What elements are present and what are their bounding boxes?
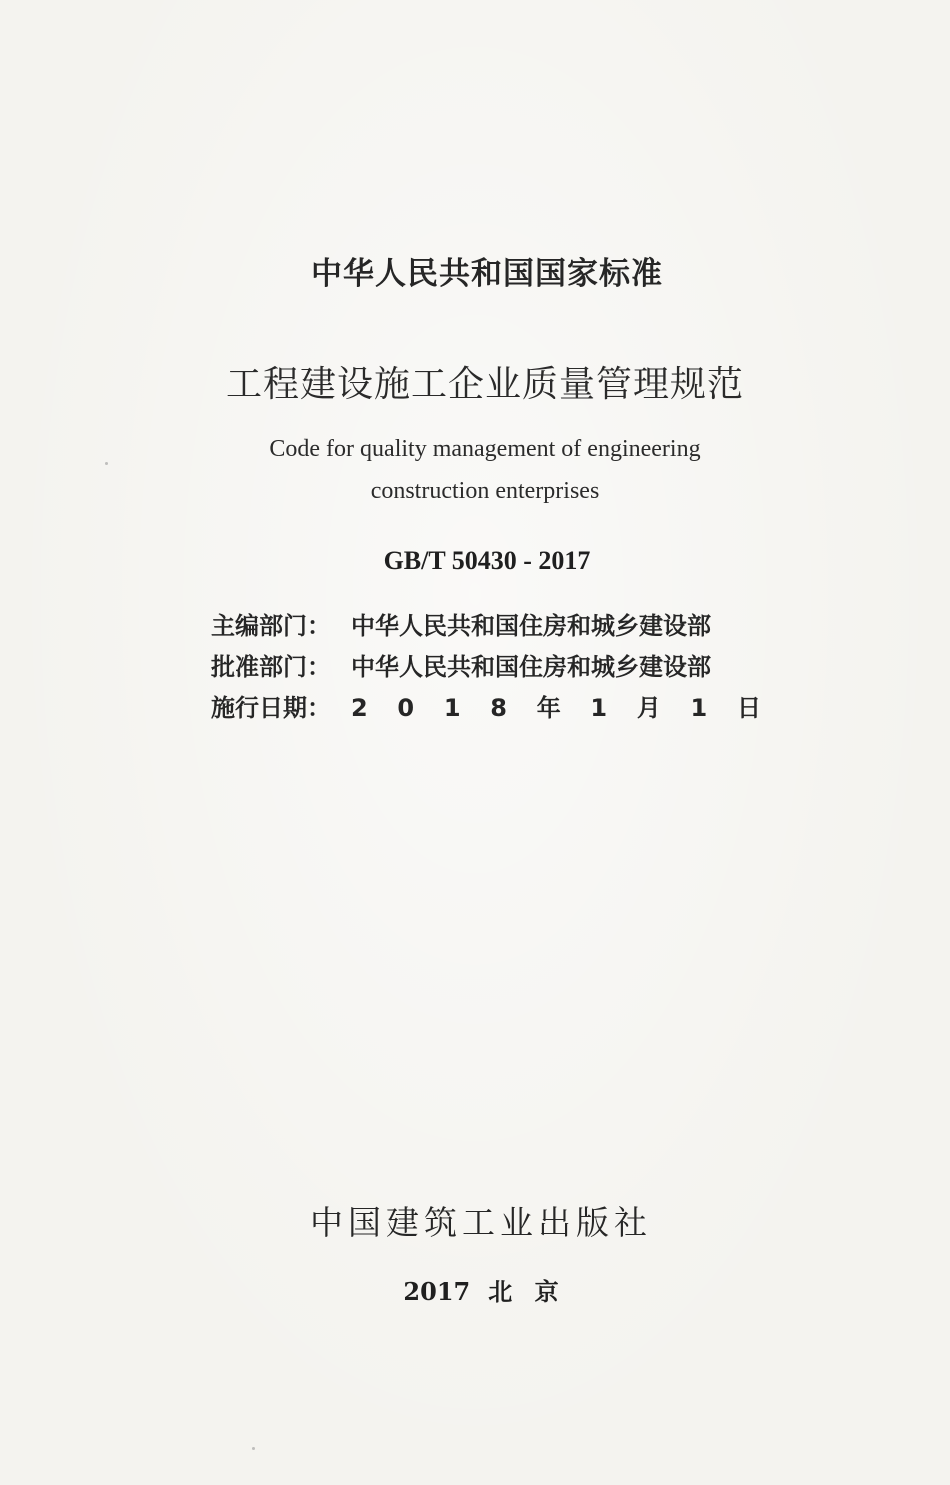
- publication-year-city: [6, 1272, 950, 1307]
- date-char: 日: [736, 694, 761, 722]
- date-char: 2: [351, 694, 368, 722]
- editor-label: 主编部门：: [211, 612, 331, 640]
- date-char: 0: [397, 694, 415, 722]
- date-char: 月: [636, 694, 661, 722]
- editor-row: [211, 606, 771, 647]
- publication-city: 北 京: [488, 1277, 559, 1306]
- scan-speck: [105, 462, 108, 465]
- scan-speck: [252, 1447, 255, 1450]
- date-char: 1: [590, 694, 608, 722]
- approver-value: 中华人民共和国住房和城乡建设部: [351, 653, 711, 681]
- english-title-line-1: Code for quality management of engineering: [269, 436, 701, 462]
- effective-date-value: [351, 688, 761, 729]
- national-standard-heading: 中华人民共和国国家标准: [311, 256, 663, 292]
- date-char: 年: [536, 694, 561, 722]
- date-char: 1: [443, 694, 461, 722]
- chinese-title: 工程建设施工企业质量管理规范: [225, 364, 744, 405]
- editor-value: 中华人民共和国住房和城乡建设部: [351, 612, 711, 640]
- issuing-info: [211, 606, 771, 729]
- date-char: 1: [690, 694, 708, 722]
- approver-row: [211, 647, 771, 688]
- publication-year: 2017: [403, 1277, 471, 1306]
- effective-date-row: [211, 688, 771, 729]
- effective-date-label: 施行日期：: [211, 694, 331, 722]
- date-char: 8: [490, 694, 507, 722]
- standard-code: GB/T 50430 - 2017: [383, 546, 591, 575]
- approver-label: 批准部门：: [211, 653, 331, 681]
- english-title-line-2: construction enterprises: [370, 478, 600, 504]
- publisher-name: 中国建筑工业出版社: [310, 1203, 652, 1242]
